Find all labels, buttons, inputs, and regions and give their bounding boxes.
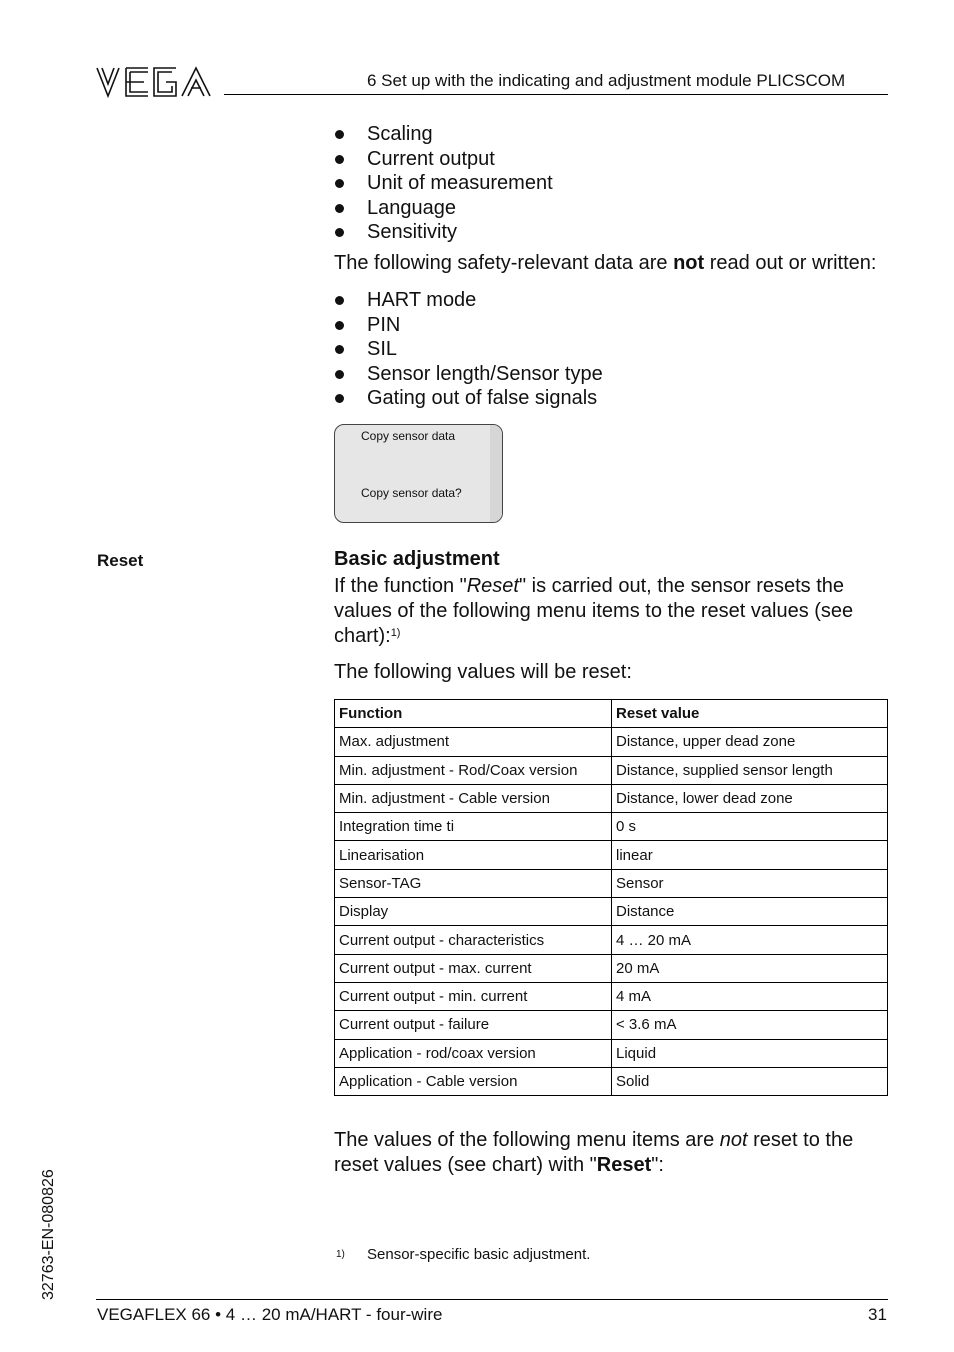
table-cell: Liquid: [612, 1039, 888, 1067]
table-cell: Linearisation: [335, 841, 612, 869]
table-cell: Solid: [612, 1067, 888, 1095]
safety-paragraph: The following safety-relevant data are not read out or written:: [334, 252, 877, 274]
table-cell: 4 mA: [612, 982, 888, 1010]
list-item: Sensitivity: [334, 220, 553, 245]
footnote-text: Sensor-specific basic adjustment.: [367, 1246, 591, 1263]
list-item: Scaling: [334, 122, 553, 147]
table-row: [335, 841, 888, 869]
table-row: [335, 926, 888, 954]
list-item: Unit of measurement: [334, 171, 553, 196]
list-item: SIL: [334, 337, 603, 362]
table-cell: Distance: [612, 898, 888, 926]
footer-product: VEGAFLEX 66 • 4 … 20 mA/HART - four-wire: [97, 1305, 443, 1324]
display-shade: [490, 425, 502, 522]
read-items-list: [334, 122, 553, 245]
table-cell: Distance, upper dead zone: [612, 728, 888, 756]
table-row: [335, 1039, 888, 1067]
table-cell: 4 … 20 mA: [612, 926, 888, 954]
list-item: Language: [334, 196, 553, 221]
table-cell: Current output - failure: [335, 1011, 612, 1039]
list-item: Current output: [334, 147, 553, 172]
table-cell: Application - Cable version: [335, 1067, 612, 1095]
header-rule: [224, 94, 888, 95]
table-cell: Distance, lower dead zone: [612, 784, 888, 812]
bullet-icon: [335, 130, 344, 139]
bullet-icon: [335, 204, 344, 213]
document-number: 32763-EN-080826: [40, 1169, 57, 1300]
table-cell: Current output - characteristics: [335, 926, 612, 954]
table-cell: Current output - max. current: [335, 954, 612, 982]
list-item: PIN: [334, 313, 603, 338]
table-row: [335, 1011, 888, 1039]
table-cell: Min. adjustment - Rod/Coax version: [335, 756, 612, 784]
table-cell: 0 s: [612, 813, 888, 841]
list-item: Gating out of false signals: [334, 386, 603, 411]
not-read-items-list: [334, 288, 603, 411]
table-cell: Integration time ti: [335, 813, 612, 841]
display-prompt: Copy sensor data?: [361, 486, 462, 500]
footer-rule: [96, 1299, 888, 1300]
vega-logo: [96, 66, 214, 98]
footnote-ref: 1): [390, 627, 401, 639]
bullet-icon: [335, 155, 344, 164]
bullet-icon: [335, 296, 344, 305]
table-row: [335, 898, 888, 926]
bullet-icon: [335, 179, 344, 188]
table-cell: Current output - min. current: [335, 982, 612, 1010]
reset-values-table: [334, 699, 888, 1096]
table-cell: 20 mA: [612, 954, 888, 982]
table-cell: Max. adjustment: [335, 728, 612, 756]
page-number: 31: [868, 1305, 887, 1324]
table-row: [335, 756, 888, 784]
table-cell: Min. adjustment - Cable version: [335, 784, 612, 812]
table-row: [335, 869, 888, 897]
column-header: Reset value: [612, 700, 888, 728]
bullet-icon: [335, 321, 344, 330]
table-cell: Sensor-TAG: [335, 869, 612, 897]
table-cell: < 3.6 mA: [612, 1011, 888, 1039]
list-item: Sensor length/Sensor type: [334, 362, 603, 387]
table-cell: Sensor: [612, 869, 888, 897]
footnote-mark: 1): [336, 1249, 345, 1260]
table-cell: Distance, supplied sensor length: [612, 756, 888, 784]
table-row: [335, 954, 888, 982]
table-cell: Application - rod/coax version: [335, 1039, 612, 1067]
table-row: [335, 784, 888, 812]
table-header-row: [335, 700, 888, 728]
display-screen: [334, 424, 503, 523]
table-row: [335, 982, 888, 1010]
reset-intro: If the function "Reset" is carried out, the sensor resets the values of the following menu items to the reset values (see chart):$^{1)}$: [334, 575, 854, 647]
table-cell: linear: [612, 841, 888, 869]
table-row: [335, 728, 888, 756]
bullet-icon: [335, 228, 344, 237]
table-row: [335, 813, 888, 841]
display-title: Copy sensor data: [361, 429, 456, 443]
bullet-icon: [335, 394, 344, 403]
column-header: Function: [335, 700, 612, 728]
chapter-title: 6 Set up with the indicating and adjustment module PLICSCOM: [367, 71, 846, 90]
not-reset-paragraph: The values of the following menu items are not reset to the reset values (see chart) with "Reset":: [334, 1129, 854, 1176]
side-label-reset: Reset: [97, 551, 144, 570]
bullet-icon: [335, 370, 344, 379]
list-item: HART mode: [334, 288, 603, 313]
table-row: [335, 1067, 888, 1095]
section-title: Basic adjustment: [334, 548, 500, 570]
values-intro: The following values will be reset:: [334, 661, 632, 683]
bullet-icon: [335, 345, 344, 354]
table-cell: Display: [335, 898, 612, 926]
